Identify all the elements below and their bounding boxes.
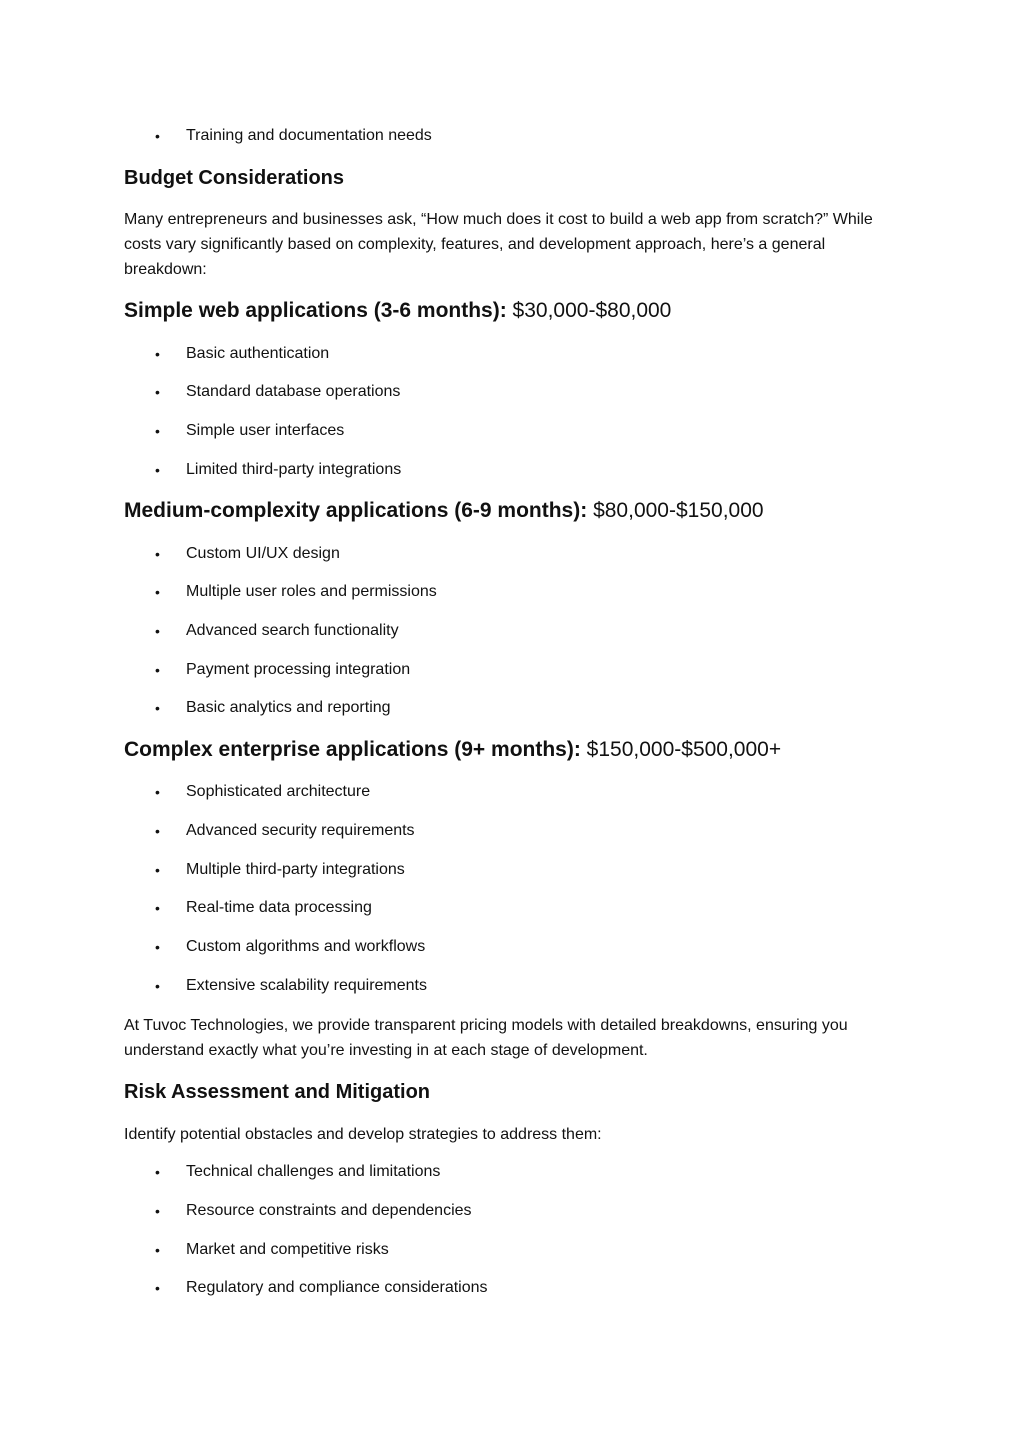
- risk-heading: Risk Assessment and Mitigation: [124, 1081, 430, 1103]
- list-item-text: Simple user interfaces: [186, 422, 345, 439]
- tier-heading-simple: [124, 297, 671, 325]
- bullet-icon: •: [155, 546, 160, 562]
- tier-price: $150,000-$500,000+: [580, 738, 782, 761]
- bullet-icon: •: [155, 939, 160, 955]
- list-item-text: Basic analytics and reporting: [186, 699, 391, 716]
- bullet-icon: •: [155, 1242, 160, 1258]
- tier-title: Medium-complexity applications (6-9 months):: [124, 499, 588, 522]
- list-item-text: Training and documentation needs: [186, 127, 432, 144]
- budget-intro-paragraph: Many entrepreneurs and businesses ask, “How much does it cost to build a web app from scratch?” While costs vary significantly based on complexity, features, and development approach, here’s a general breakdown:: [124, 211, 873, 278]
- list-item-text: Technical challenges and limitations: [186, 1163, 441, 1180]
- list-item-text: Multiple third-party integrations: [186, 861, 405, 878]
- list-item-text: Real-time data processing: [186, 899, 372, 916]
- tier-heading-medium: [124, 497, 764, 525]
- tier-title: Simple web applications (3-6 months):: [124, 299, 507, 322]
- bullet-icon: •: [155, 346, 160, 362]
- tier-price: $80,000-$150,000: [587, 499, 764, 522]
- list-item-text: Market and competitive risks: [186, 1241, 389, 1258]
- bullet-icon: •: [155, 384, 160, 400]
- list-item-text: Limited third-party integrations: [186, 461, 402, 478]
- list-item-text: Regulatory and compliance considerations: [186, 1279, 488, 1296]
- bullet-icon: •: [155, 584, 160, 600]
- tier-heading-complex: [124, 736, 781, 764]
- list-item-text: Multiple user roles and permissions: [186, 583, 437, 600]
- bullet-icon: •: [155, 462, 160, 478]
- bullet-icon: •: [155, 784, 160, 800]
- list-item-text: Custom algorithms and workflows: [186, 938, 426, 955]
- list-item-text: Sophisticated architecture: [186, 783, 371, 800]
- list-item-text: Resource constraints and dependencies: [186, 1202, 472, 1219]
- list-item-text: Standard database operations: [186, 383, 401, 400]
- list-item-text: Custom UI/UX design: [186, 545, 340, 562]
- bullet-icon: •: [155, 623, 160, 639]
- list-item-text: Advanced security requirements: [186, 822, 415, 839]
- bullet-icon: •: [155, 128, 160, 144]
- bullet-icon: •: [155, 662, 160, 678]
- bullet-icon: •: [155, 1164, 160, 1180]
- bullet-icon: •: [155, 978, 160, 994]
- bullet-icon: •: [155, 423, 160, 439]
- bullet-icon: •: [155, 862, 160, 878]
- bullet-icon: •: [155, 1280, 160, 1296]
- tier-title: Complex enterprise applications (9+ months):: [124, 738, 581, 761]
- bullet-icon: •: [155, 823, 160, 839]
- tier-price: $30,000-$80,000: [506, 299, 672, 322]
- bullet-icon: •: [155, 900, 160, 916]
- bullet-icon: •: [155, 700, 160, 716]
- bullet-icon: •: [155, 1203, 160, 1219]
- list-item-text: Advanced search functionality: [186, 622, 399, 639]
- list-item-text: Extensive scalability requirements: [186, 977, 427, 994]
- list-item-text: Basic authentication: [186, 345, 330, 362]
- list-item-text: Payment processing integration: [186, 661, 411, 678]
- budget-closing-paragraph: At Tuvoc Technologies, we provide transparent pricing models with detailed breakdowns, ensuring you understand exactly what you’re investing in at each stage of development.: [124, 1017, 848, 1059]
- budget-heading: Budget Considerations: [124, 167, 345, 189]
- risk-intro-paragraph: Identify potential obstacles and develop strategies to address them:: [124, 1126, 602, 1143]
